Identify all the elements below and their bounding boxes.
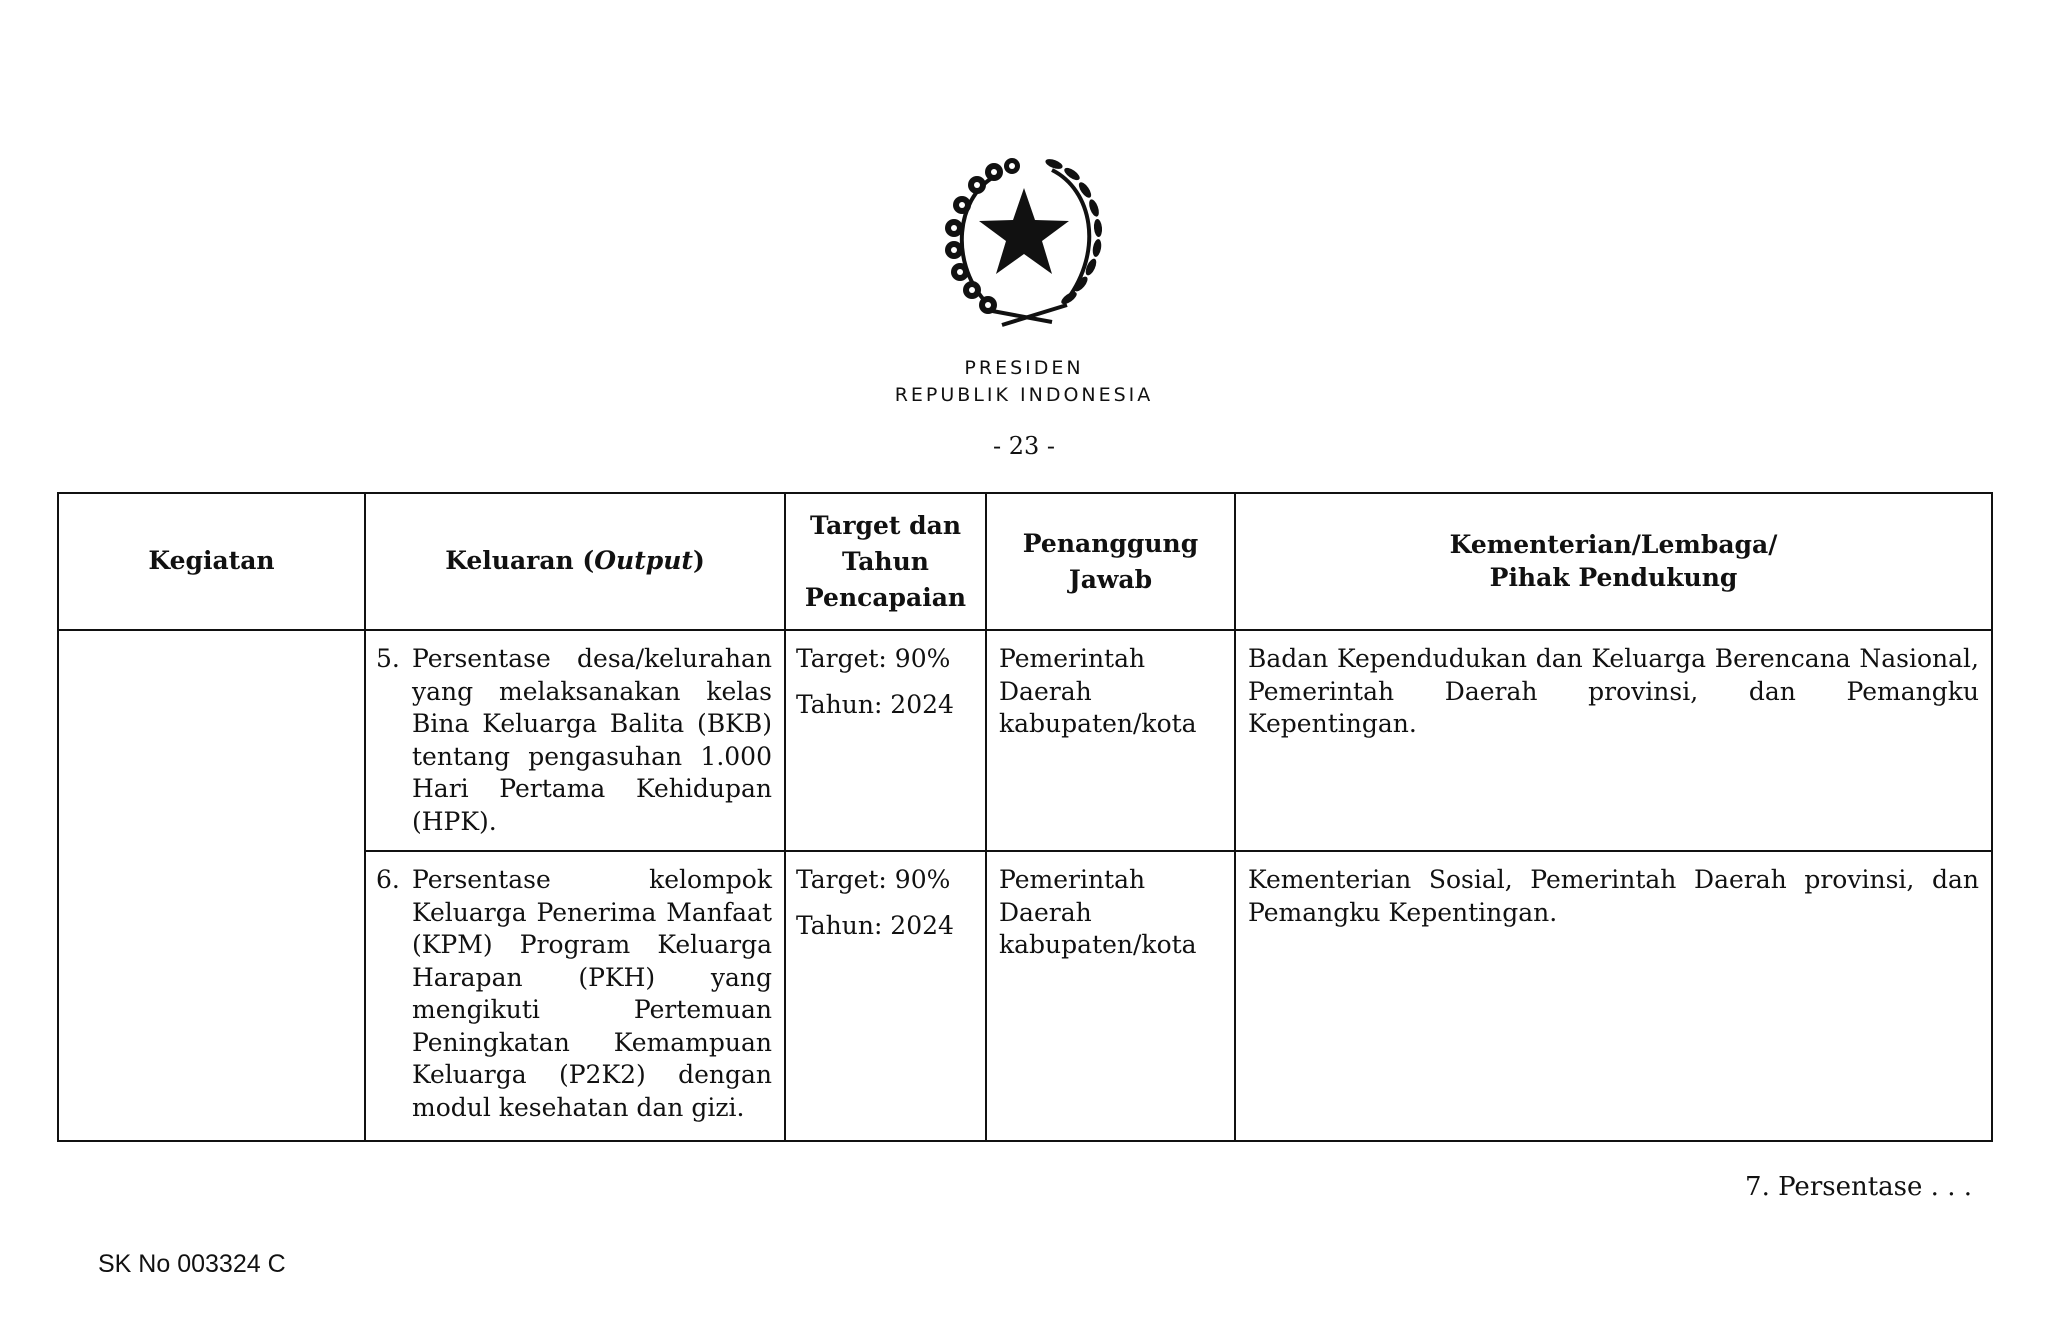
header-target	[785, 493, 986, 630]
header-keluaran-suffix: )	[692, 546, 705, 576]
header-pj-line2: Jawab	[1068, 564, 1153, 594]
header-target-line3: Pencapaian	[804, 582, 967, 612]
presidential-star-emblem-icon	[932, 150, 1117, 335]
target-year: Tahun: 2024	[796, 689, 954, 719]
page-number: - 23 -	[992, 432, 1055, 460]
republik-indonesia-title: REPUBLIK INDONESIA	[894, 384, 1154, 406]
kementerian-cell: Kementerian Sosial, Pemerintah Daerah provinsi, dan Pemangku Kepentingan.	[1235, 851, 1992, 1141]
header-keluaran-prefix: Keluaran (	[445, 546, 595, 576]
table-header-row	[58, 493, 1992, 630]
output-cell	[365, 630, 785, 851]
row-number: 5.	[376, 644, 400, 673]
kementerian-cell: Badan Kependudukan dan Keluarga Berencana Nasional, Pemerintah Daerah provinsi, dan Pemangku Kepentingan.	[1235, 630, 1992, 851]
output-text: Persentase kelompok Keluarga Penerima Manfaat (KPM) Program Keluarga Harapan (PKH) yang mengikuti Pertemuan Peningkatan Kemampuan Keluarga (P2K2) dengan modul kesehatan dan gizi.	[412, 865, 772, 1122]
row-number: 6.	[376, 865, 400, 894]
header-penanggung-jawab	[986, 493, 1235, 630]
target-value: Target: 90%	[796, 644, 951, 673]
output-text: Persentase desa/kelurahan yang melaksanakan kelas Bina Keluarga Balita (BKB) tentang pengasuhan 1.000 Hari Pertama Kehidupan (HPK).	[412, 644, 772, 836]
continuation-text: 7. Persentase . . .	[1745, 1172, 1972, 1202]
header-kementerian	[1235, 493, 1992, 630]
kegiatan-cell	[58, 630, 365, 1141]
program-table	[57, 492, 1993, 1142]
penanggung-jawab-cell: Pemerintah Daerah kabupaten/kota	[986, 630, 1235, 851]
header-keluaran	[365, 493, 785, 630]
target-cell	[785, 851, 986, 1141]
table-row	[58, 630, 1992, 851]
target-year: Tahun: 2024	[796, 910, 954, 940]
penanggung-jawab-cell: Pemerintah Daerah kabupaten/kota	[986, 851, 1235, 1141]
header-kegiatan	[58, 493, 365, 630]
header-kl-line1: Kementerian/Lembaga/	[1449, 530, 1778, 559]
presiden-title: PRESIDEN	[964, 357, 1084, 379]
target-value: Target: 90%	[796, 865, 951, 894]
sk-number: SK No 003324 C	[98, 1250, 286, 1278]
output-cell	[365, 851, 785, 1141]
header-kegiatan-label: Kegiatan	[148, 546, 275, 576]
header-kl-line2: Pihak Pendukung	[1489, 562, 1738, 592]
header-pj-line1: Penanggung	[1022, 528, 1199, 558]
header-target-line2: Tahun	[842, 546, 929, 576]
header-target-line1: Target dan	[809, 510, 962, 540]
target-cell	[785, 630, 986, 851]
header-keluaran-italic: Output	[594, 546, 693, 576]
